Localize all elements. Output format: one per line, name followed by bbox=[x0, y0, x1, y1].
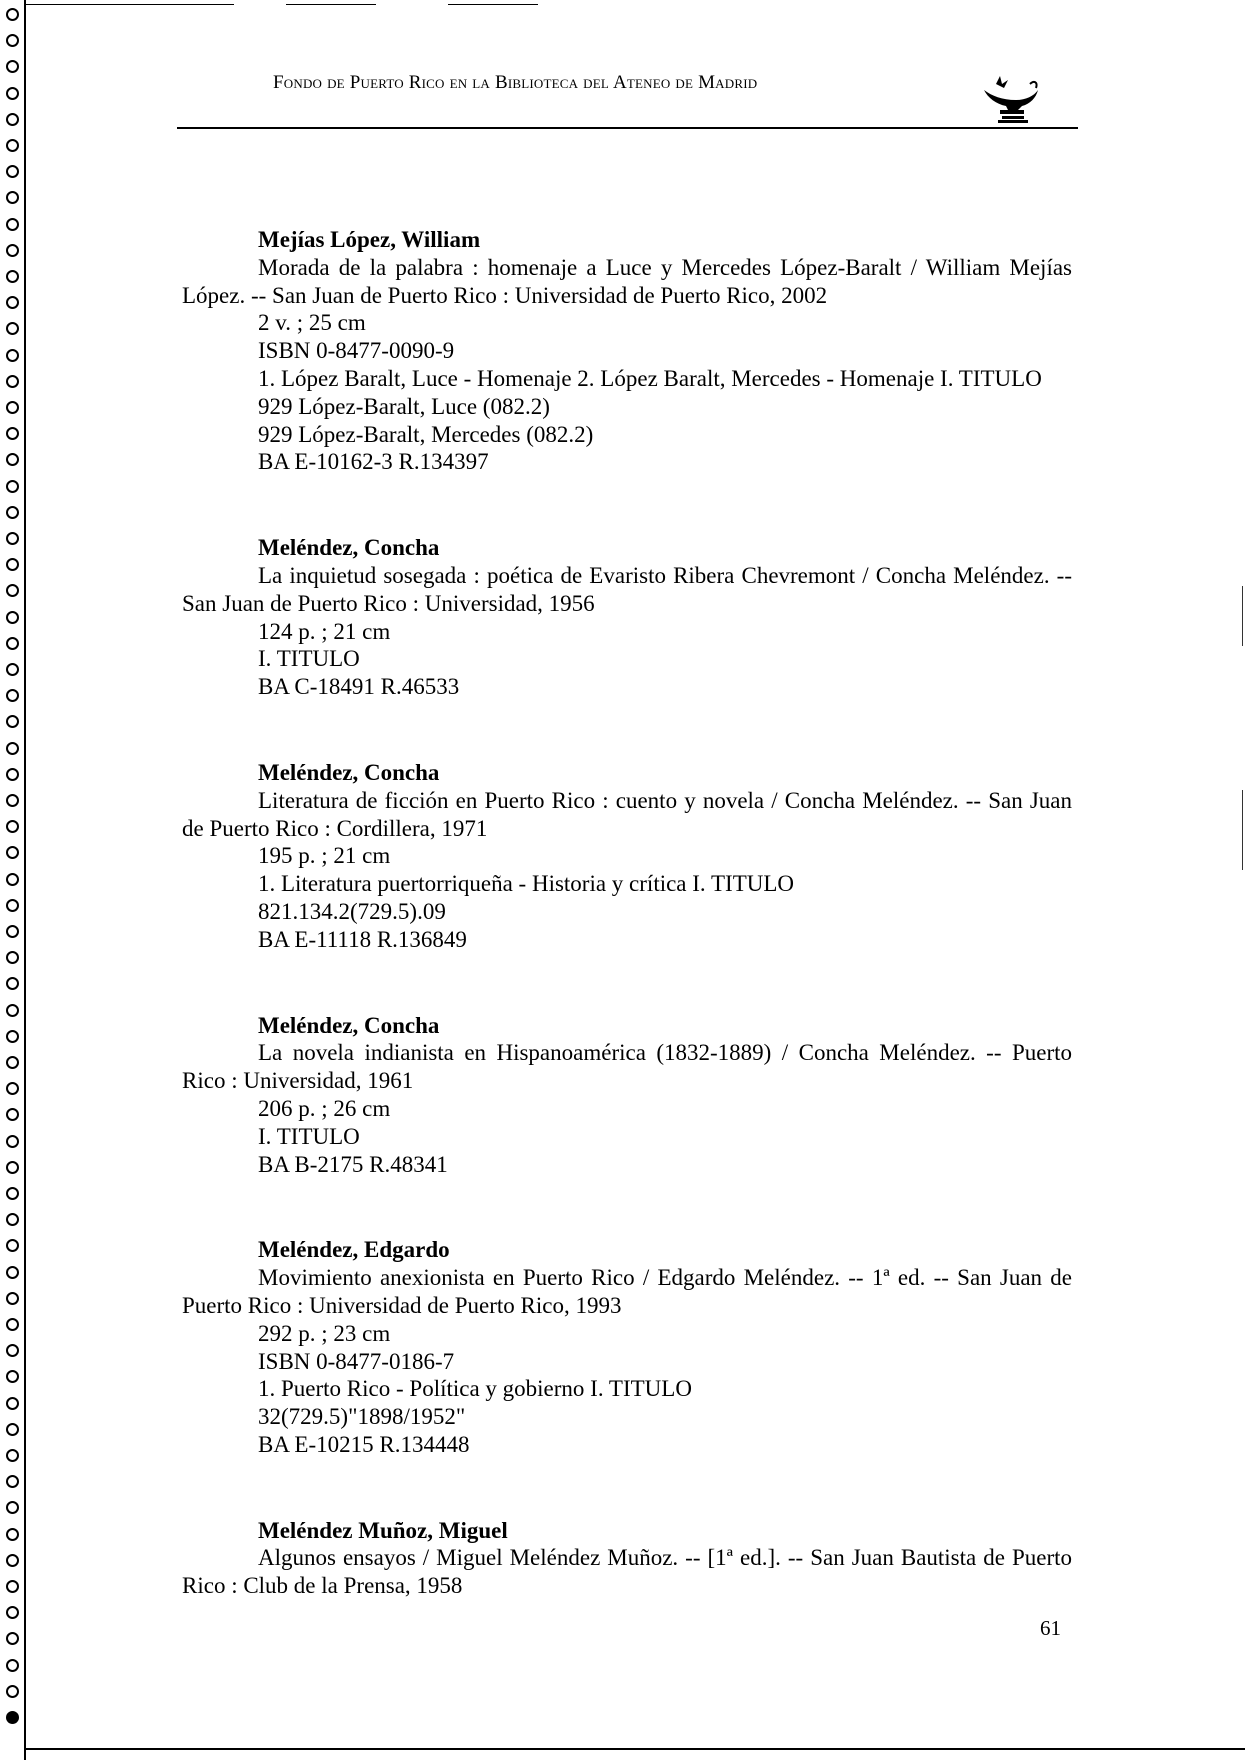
entry-subjects: 1. Puerto Rico - Política y gobierno I. TITULO bbox=[258, 1376, 692, 1402]
binder-hole bbox=[6, 1580, 19, 1593]
catalog-entry bbox=[182, 1236, 1072, 1458]
entry-title: Algunos ensayos / Miguel Meléndez Muñoz. -- [1ª ed.]. -- San Juan Bautista de Puerto Rico : Club de la Prensa, 1958 bbox=[182, 1545, 1072, 1599]
header-rule bbox=[177, 127, 1078, 129]
entry-title: Morada de la palabra : homenaje a Luce y Mercedes López-Baralt / William Mejías López. -- San Juan de Puerto Rico : Universidad de Puerto Rico, 2002 bbox=[182, 254, 1072, 308]
binder-hole bbox=[6, 375, 19, 388]
binder-hole bbox=[6, 1292, 19, 1305]
binder-hole bbox=[6, 270, 19, 283]
entry-shelfmark: BA E-10162-3 R.134397 bbox=[258, 449, 489, 475]
binder-hole bbox=[6, 611, 19, 624]
binder-hole bbox=[6, 846, 19, 859]
binder-hole bbox=[6, 1449, 19, 1462]
binder-hole bbox=[6, 1554, 19, 1567]
catalog-entries bbox=[182, 226, 1072, 1658]
binder-hole bbox=[6, 1266, 19, 1279]
binder-hole bbox=[6, 1423, 19, 1436]
binder-hole bbox=[6, 768, 19, 781]
entry-subjects: 1. Literatura puertorriqueña - Historia y crítica I. TITULO bbox=[258, 871, 795, 897]
binder-hole bbox=[6, 1056, 19, 1069]
binder-hole bbox=[6, 1161, 19, 1174]
binder-hole bbox=[6, 977, 19, 990]
binder-hole bbox=[6, 558, 19, 571]
binder-holes bbox=[2, 8, 28, 1760]
catalog-entry bbox=[182, 759, 1072, 954]
entry-title: Movimiento anexionista en Puerto Rico / Edgardo Meléndez. -- 1ª ed. -- San Juan de Puerto Rico : Universidad de Puerto Rico, 1993 bbox=[182, 1265, 1072, 1318]
entry-author: Meléndez Muñoz, Miguel bbox=[258, 1517, 508, 1543]
entry-author: Meléndez, Concha bbox=[258, 759, 440, 785]
entry-subjects: I. TITULO bbox=[258, 1123, 360, 1149]
right-edge-mark bbox=[1242, 790, 1243, 870]
binder-hole bbox=[6, 899, 19, 912]
binder-hole bbox=[6, 637, 19, 650]
binder-hole bbox=[6, 506, 19, 519]
entry-shelfmark: BA C-18491 R.46533 bbox=[258, 674, 460, 700]
binder-hole bbox=[6, 742, 19, 755]
entry-subjects: 1. López Baralt, Luce - Homenaje 2. López Baralt, Mercedes - Homenaje I. TITULO bbox=[258, 365, 1042, 391]
binder-hole bbox=[6, 1030, 19, 1043]
binder-hole bbox=[6, 1711, 19, 1724]
binder-hole bbox=[6, 1606, 19, 1619]
binder-hole bbox=[6, 663, 19, 676]
binder-hole bbox=[6, 1475, 19, 1488]
entry-classification: 929 López-Baralt, Mercedes (082.2) bbox=[258, 421, 594, 447]
binder-hole bbox=[6, 349, 19, 362]
top-edge-line bbox=[448, 4, 538, 5]
binder-hole bbox=[6, 139, 19, 152]
binder-hole bbox=[6, 1370, 19, 1383]
bottom-edge-line bbox=[24, 1748, 1245, 1750]
binder-hole bbox=[6, 689, 19, 702]
binder-hole bbox=[6, 1528, 19, 1541]
binder-hole bbox=[6, 532, 19, 545]
binder-hole bbox=[6, 1004, 19, 1017]
binder-hole bbox=[6, 191, 19, 204]
entry-shelfmark: BA E-10215 R.134448 bbox=[258, 1431, 470, 1457]
entry-author: Meléndez, Concha bbox=[258, 535, 440, 561]
entry-extent: 292 p. ; 23 cm bbox=[258, 1320, 391, 1346]
catalog-entry bbox=[182, 1012, 1072, 1179]
binder-hole bbox=[6, 715, 19, 728]
binder-hole bbox=[6, 480, 19, 493]
entry-author: Meléndez, Concha bbox=[258, 1012, 440, 1038]
binder-hole bbox=[6, 427, 19, 440]
binder-hole bbox=[6, 1239, 19, 1252]
page-number: 61 bbox=[1040, 1616, 1061, 1640]
entry-title: La novela indianista en Hispanoamérica (1832-1889) / Concha Meléndez. -- Puerto Rico : Universidad, 1961 bbox=[182, 1040, 1072, 1094]
entry-extent: 206 p. ; 26 cm bbox=[258, 1095, 391, 1121]
entry-subjects: I. TITULO bbox=[258, 646, 360, 672]
binder-hole bbox=[6, 60, 19, 73]
binder-hole bbox=[6, 873, 19, 886]
binder-hole bbox=[6, 1685, 19, 1698]
binder-hole bbox=[6, 244, 19, 257]
binder-hole bbox=[6, 34, 19, 47]
binder-hole bbox=[6, 453, 19, 466]
entry-author: Mejías López, William bbox=[258, 227, 481, 252]
binder-hole bbox=[6, 820, 19, 833]
entry-shelfmark: BA E-11118 R.136849 bbox=[258, 926, 467, 952]
binder-hole bbox=[6, 1397, 19, 1410]
binder-hole bbox=[6, 925, 19, 938]
binder-hole bbox=[6, 584, 19, 597]
catalog-entry bbox=[182, 226, 1072, 476]
binder-hole bbox=[6, 1344, 19, 1357]
binder-hole bbox=[6, 1632, 19, 1645]
binder-hole bbox=[6, 1501, 19, 1514]
binder-hole bbox=[6, 401, 19, 414]
entry-author: Meléndez, Edgardo bbox=[258, 1237, 450, 1263]
binder-hole bbox=[6, 951, 19, 964]
top-edge-line bbox=[286, 4, 376, 5]
binder-hole bbox=[6, 218, 19, 231]
entry-classification: 32(729.5)"1898/1952" bbox=[258, 1404, 466, 1430]
binder-hole bbox=[6, 1659, 19, 1672]
running-header: Fondo de Puerto Rico en la Biblioteca del Ateneo de Madrid bbox=[273, 72, 758, 93]
binder-hole bbox=[6, 1135, 19, 1148]
binder-hole bbox=[6, 296, 19, 309]
lamp-logo-icon bbox=[978, 70, 1042, 128]
binder-hole bbox=[6, 1187, 19, 1200]
entry-extent: 2 v. ; 25 cm bbox=[258, 310, 366, 336]
binder-hole bbox=[6, 1082, 19, 1095]
catalog-entry bbox=[182, 1517, 1072, 1600]
binder-hole bbox=[6, 113, 19, 126]
entry-extent: 195 p. ; 21 cm bbox=[258, 843, 391, 869]
binder-hole bbox=[6, 1213, 19, 1226]
binder-hole bbox=[6, 794, 19, 807]
binder-hole bbox=[6, 87, 19, 100]
right-edge-mark bbox=[1242, 586, 1243, 646]
entry-classification: 929 López-Baralt, Luce (082.2) bbox=[258, 393, 550, 419]
catalog-entry bbox=[182, 534, 1072, 701]
binder-hole bbox=[6, 1318, 19, 1331]
top-edge-line bbox=[24, 4, 234, 5]
entry-classification: 821.134.2(729.5).09 bbox=[258, 898, 446, 924]
binder-hole bbox=[6, 1108, 19, 1121]
entry-extent: 124 p. ; 21 cm bbox=[258, 618, 391, 644]
binder-hole bbox=[6, 322, 19, 335]
binder-hole bbox=[6, 165, 19, 178]
entry-isbn: ISBN 0-8477-0186-7 bbox=[258, 1348, 455, 1374]
entry-title: Literatura de ficción en Puerto Rico : cuento y novela / Concha Meléndez. -- San Juan de Puerto Rico : Cordillera, 1971 bbox=[182, 787, 1072, 841]
entry-title: La inquietud sosegada : poética de Evaristo Ribera Chevremont / Concha Meléndez. -- San Juan de Puerto Rico : Universidad, 1956 bbox=[182, 562, 1072, 616]
entry-isbn: ISBN 0-8477-0090-9 bbox=[258, 338, 455, 364]
binder-hole bbox=[6, 8, 19, 21]
entry-shelfmark: BA B-2175 R.48341 bbox=[258, 1151, 448, 1177]
